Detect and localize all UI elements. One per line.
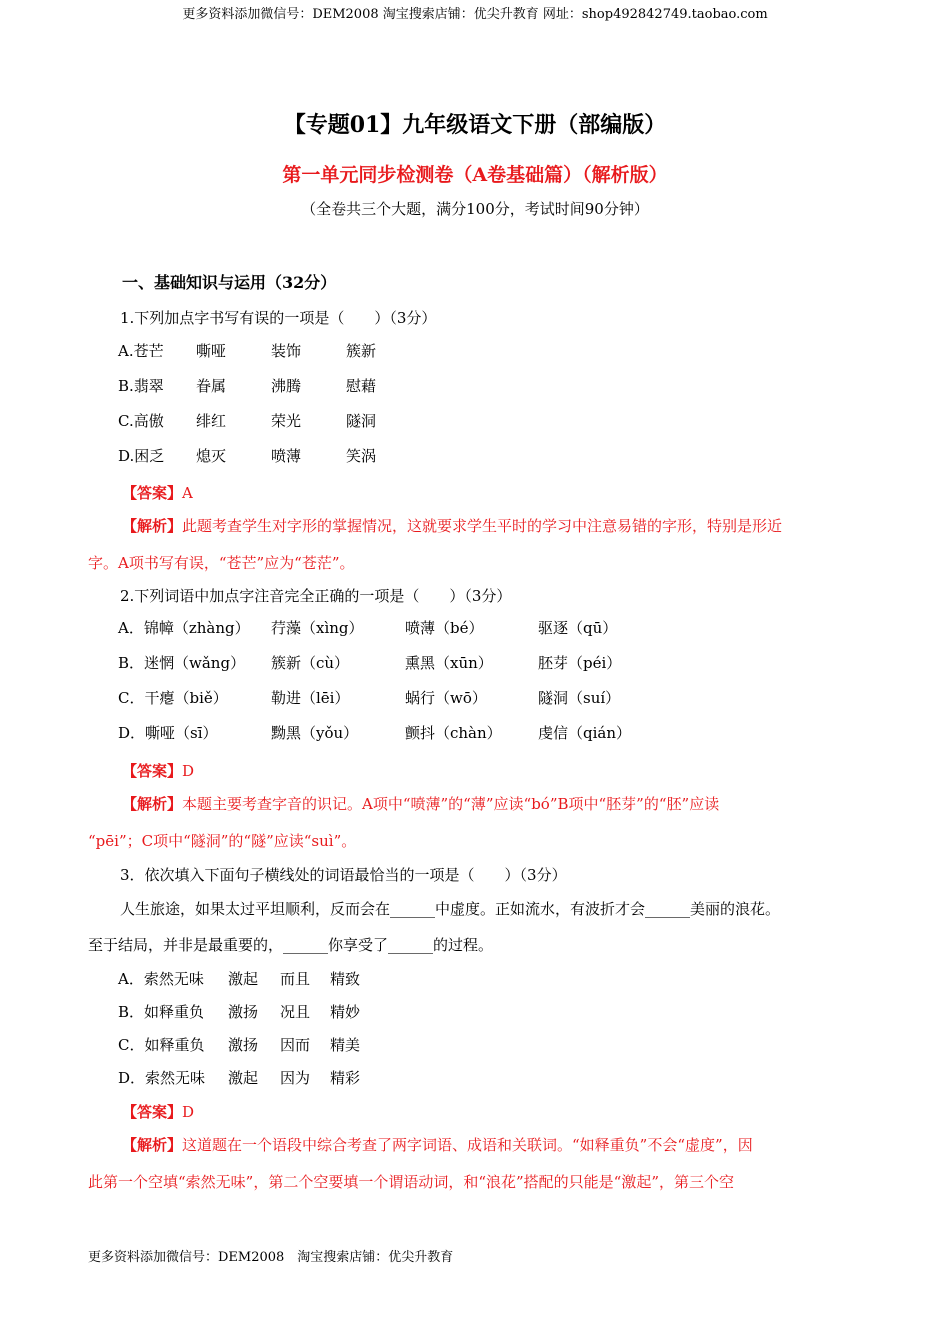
q3-passage-line1: 人生旅途，如果太过平坦顺利，反而会在______中虚度。正如流水，有波折才会______美丽的浪花。 <box>120 900 781 918</box>
q2-answer <box>122 760 194 781</box>
q2-a-word2: 荇藻（xìng） <box>271 619 364 637</box>
q2-c-word2: 勒进（lēi） <box>271 689 350 707</box>
q1-b-word1: B.翡翠 <box>118 377 164 395</box>
q3-b-word4: 精妙 <box>330 1003 361 1021</box>
q3-d-word1: D．索然无味 <box>118 1069 206 1087</box>
q2-c-word3: 蜗行（wō） <box>405 689 487 707</box>
q1-analysis-line1 <box>122 515 782 536</box>
q1-stem: 1.下列加点字书写有误的一项是（ ）（3分） <box>120 309 437 327</box>
q1-d-word1: D.困乏 <box>118 447 165 465</box>
exam-note: （全卷共三个大题，满分100分，考试时间90分钟） <box>301 200 649 218</box>
q2-c-word1: C．干瘪（biě） <box>118 689 228 707</box>
q3-a-word2: 激起 <box>228 970 259 988</box>
q2-c-word4: 隧洞（suí） <box>538 689 621 707</box>
page-title: 【专题01】九年级语文下册（部编版） <box>283 112 667 138</box>
q2-analysis-line2: “pēi”；C项中“隧洞”的“隧”应读“suì”。 <box>88 832 357 850</box>
q1-a-word2: 嘶哑 <box>196 342 227 360</box>
page-subtitle: 第一单元同步检测卷（A卷基础篇）（解析版） <box>282 164 668 186</box>
q3-b-word1: B．如释重负 <box>118 1003 205 1021</box>
q1-analysis-tag: 【解析】 <box>122 517 183 535</box>
q2-a-word1: A．锦幛（zhàng） <box>118 619 250 637</box>
q1-d-word2: 熄灭 <box>196 447 227 465</box>
q2-b-word4: 胚芽（péi） <box>538 654 622 672</box>
q3-c-word3: 因而 <box>280 1036 311 1054</box>
q1-answer <box>122 482 193 503</box>
q1-analysis-line2: 字。A项书写有误，“苍芒”应为“苍茫”。 <box>88 554 355 572</box>
q1-a-word1: A.苍芒 <box>118 342 164 360</box>
q2-d-word2: 黝黑（yǒu） <box>271 724 359 742</box>
q3-a-word4: 精致 <box>330 970 361 988</box>
q2-answer-tag: 【答案】 <box>122 762 183 780</box>
q1-c-word4: 隧洞 <box>346 412 377 430</box>
q3-d-word3: 因为 <box>280 1069 311 1087</box>
q3-analysis-line1 <box>122 1134 753 1155</box>
q2-d-word3: 颤抖（chàn） <box>405 724 502 742</box>
q3-passage-line2: 至于结局，并非是最重要的，______你享受了______的过程。 <box>88 936 494 954</box>
q2-analysis-tag: 【解析】 <box>122 795 183 813</box>
q3-c-word1: C．如释重负 <box>118 1036 205 1054</box>
q3-stem: 3．依次填入下面句子横线处的词语最恰当的一项是（ ）（3分） <box>120 866 567 884</box>
q3-answer-tag: 【答案】 <box>122 1103 183 1121</box>
q1-answer-tag: 【答案】 <box>122 484 183 502</box>
q1-analysis-text1: 此题考查学生对字形的掌握情况，这就要求学生平时的学习中注意易错的字形，特别是形近 <box>182 517 783 535</box>
q2-a-word4: 驱逐（qū） <box>538 619 618 637</box>
q1-d-word3: 喷薄 <box>271 447 302 465</box>
q1-b-word4: 慰藉 <box>346 377 377 395</box>
q3-analysis-line2: 此第一个空填“索然无味”，第二个空要填一个谓语动词，和“浪花”搭配的只能是“激起”，第三个空 <box>88 1173 735 1191</box>
q3-d-word4: 精彩 <box>330 1069 361 1087</box>
q1-a-word3: 装饰 <box>271 342 302 360</box>
q3-answer <box>122 1101 194 1122</box>
q3-c-word2: 激扬 <box>228 1036 259 1054</box>
q1-c-word1: C.高傲 <box>118 412 164 430</box>
q3-c-word4: 精美 <box>330 1036 361 1054</box>
q3-answer-value: D <box>182 1103 195 1121</box>
q1-c-word2: 绯红 <box>196 412 227 430</box>
q1-answer-value: A <box>182 484 193 502</box>
q2-stem: 2.下列词语中加点字注音完全正确的一项是（ ）（3分） <box>120 587 512 605</box>
q3-analysis-text1: 这道题在一个语段中综合考查了两字词语、成语和关联词。“如释重负”不会“虚度”，因 <box>182 1136 753 1154</box>
q2-d-word4: 虔信（qián） <box>538 724 632 742</box>
q2-a-word3: 喷薄（bé） <box>405 619 484 637</box>
q1-d-word4: 笑涡 <box>346 447 377 465</box>
q1-b-word3: 沸腾 <box>271 377 302 395</box>
q3-b-word3: 况且 <box>280 1003 311 1021</box>
q2-b-word1: B．迷惘（wǎng） <box>118 654 246 672</box>
q2-b-word2: 簇新（cù） <box>271 654 350 672</box>
q3-analysis-tag: 【解析】 <box>122 1136 183 1154</box>
q2-d-word1: D．嘶哑（sī） <box>118 724 218 742</box>
page-header: 更多资料添加微信号：DEM2008 淘宝搜索店铺：优尖升教育 网址：shop492842749.taobao.com <box>182 7 768 22</box>
q3-a-word3: 而且 <box>280 970 311 988</box>
q3-a-word1: A．索然无味 <box>118 970 204 988</box>
q2-answer-value: D <box>182 762 195 780</box>
q3-b-word2: 激扬 <box>228 1003 259 1021</box>
q2-analysis-line1 <box>122 793 719 814</box>
page-footer: 更多资料添加微信号：DEM2008 淘宝搜索店铺：优尖升教育 <box>88 1250 454 1265</box>
q1-c-word3: 荣光 <box>271 412 302 430</box>
q2-analysis-text1: 本题主要考查字音的识记。A项中“喷薄”的“薄”应读“bó”B项中“胚芽”的“胚”应读 <box>182 795 720 813</box>
q2-b-word3: 熏黑（xūn） <box>405 654 493 672</box>
q1-b-word2: 眷属 <box>196 377 227 395</box>
q3-d-word2: 激起 <box>228 1069 259 1087</box>
q1-a-word4: 簇新 <box>346 342 377 360</box>
section-heading: 一、基础知识与运用（32分） <box>122 273 337 292</box>
